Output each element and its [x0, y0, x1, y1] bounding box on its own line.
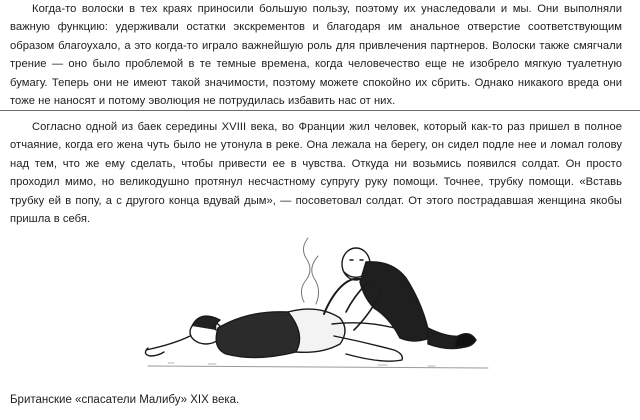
- cartoon-illustration-icon: [128, 232, 508, 372]
- illustration-caption: Британские «спасатели Малибу» XIX века.: [10, 394, 240, 406]
- section-divider: [0, 110, 640, 111]
- paragraph-tobacco-anecdote: Согласно одной из баек середины XVIII века, во Франции жил человек, который как-то раз пришел в полное отчаяние, когда его жена чуть было не утонула в реке. Она лежала на берегу, он сидел подле нее и ломал голову над тем, что же ему сделать, чтобы привести ее в чувства. Откуда ни возьмись появился солдат. Он просто проходил мимо, но великодушно протянул несчастному супругу руку помощи. Точнее, трубку помощи. «Вставь трубку ей в попу, а с другого конца вдувай дым», — посоветовал солдат. От этого пострадавшая женщина якобы пришла в себя.: [10, 121, 622, 226]
- cartoon-drawing: [128, 232, 508, 372]
- paragraph-hair-function: Когда-то волоски в тех краях приносили большую пользу, поэтому их унаследовали и мы. Они выполняли важную функцию: удерживали остатки экскрементов и благодаря им анальное отверстие соответствующим образом благоухало, а это когда-то играло важнейшую роль для привлечения партнеров. Волоски также смягчали трение — оно было проблемой в те темные времена, когда человечество еще не изобрело мягкую туалетную бумагу. Теперь они не имеют такой значимости, поэтому можете спокойно их сбрить. Однако никакого вреда они тоже не наносят и потому эволюция не потрудилась избавить нас от них.: [10, 3, 622, 108]
